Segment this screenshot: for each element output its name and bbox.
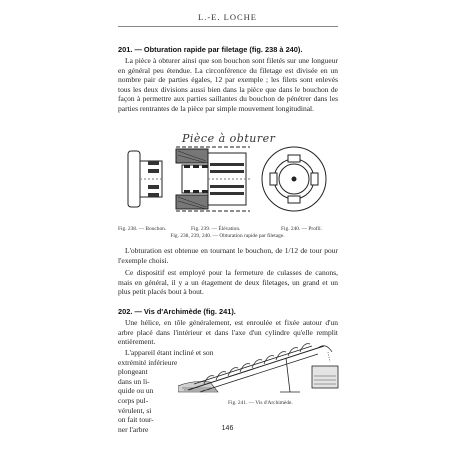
wrap-line: quide ou un [118, 386, 154, 396]
wrap-line: on fait tour- [118, 415, 154, 425]
wrap-line: plongeant [118, 367, 148, 377]
wrap-line: extrémité inférieure [118, 357, 178, 367]
caption-fig-238-240: Fig. 238, 239, 240. — Obturation rapide par filetage. [170, 233, 285, 239]
profile-drawing [262, 147, 326, 211]
wrap-line: dans un li- [118, 376, 150, 386]
section-202-title: 202. — Vis d'Archimède (fig. 241). [118, 307, 236, 316]
page-number: 146 [221, 425, 234, 432]
figure-238-label: Pièce à obturer [182, 132, 276, 145]
caption-fig-241: Fig. 241. — Vis d'Archimède. [228, 400, 293, 406]
header-rule [118, 26, 338, 27]
wrap-line: corps pul- [118, 395, 149, 405]
figure-238-240-drawing [112, 143, 344, 223]
caption-fig-239: Fig. 239. — Élévation. [191, 226, 241, 232]
running-head: L.-E. LOCHE [198, 12, 257, 22]
wrap-line: ner l'arbre [118, 424, 149, 434]
section-202-paragraph: Une hélice, en tôle généralement, est enroulée et fixée autour d'un arbre placé dans l'intérieur et dans l'axe d'un cylindre qu'elle remplit entièrement. [118, 318, 338, 347]
caption-fig-240: Fig. 240. — Profil. [281, 226, 323, 232]
caption-fig-238: Fig. 238. — Bouchon. [118, 226, 167, 232]
elevation-drawing [176, 147, 250, 211]
wrap-line: L'appareil étant incliné et son [125, 348, 214, 357]
figure-241-drawing [178, 332, 342, 394]
body-paragraph-2: Ce dispositif est employé pour la fermeture de culasses de canons, mais en général, il y a un étagement de deux filetages, un grand et un plus petit placés bout à bout. [118, 268, 338, 297]
plug-drawing [128, 151, 162, 207]
body-paragraph-1: L'obturation est obtenue en tournant le bouchon, de 1/12 de tour pour l'exemple choisi. [118, 246, 338, 265]
wrap-line: vérulent, si [118, 405, 152, 415]
section-201-title: 201. — Obturation rapide par filetage (fig. 238 à 240). [118, 45, 303, 54]
section-201-paragraph: La pièce à obturer ainsi que son bouchon sont filetés sur une longueur en général peu étendue. La circonférence du filetage est divisée en un nombre pair de parties égales, 12 par exemple ; les filets sont enlevés tous les deux divisions aussi bien dans la pièce que dans le bouchon de façon à permettre aux parties saillantes du bouchon de pénétrer dans les parties rentrantes de la pièce par simple mouvement longitudinal. [118, 56, 338, 113]
